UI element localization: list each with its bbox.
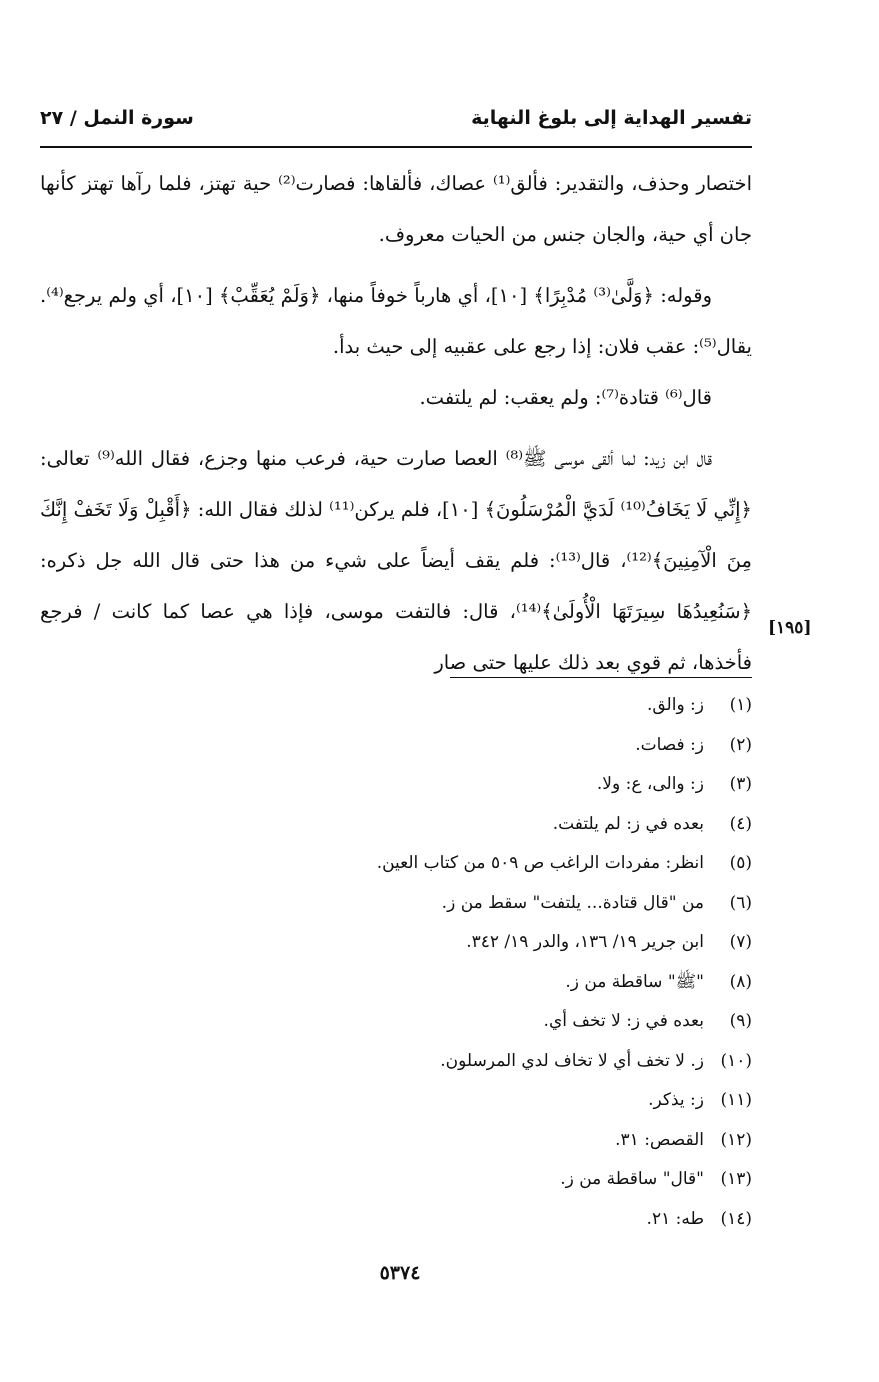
running-header (40, 98, 752, 138)
footnote-number: (٢) (729, 734, 752, 755)
footnote-text: ز: فصات. (635, 734, 704, 755)
footnotes-list (40, 686, 752, 1239)
footnote-number: (١١) (720, 1090, 752, 1110)
footnote (40, 1081, 752, 1121)
manuscript-folio-marker: [١٩٥] (768, 618, 812, 638)
footnote-number: (١٢) (720, 1129, 752, 1150)
footnote-text: من "قال قتادة... يلتفت" سقط من ز. (441, 892, 704, 913)
footnote-number: (٨) (729, 971, 752, 992)
footnote (40, 963, 752, 1003)
footnote (40, 805, 752, 845)
header-rule (40, 146, 752, 148)
footnote-text: طه: ٢١. (646, 1208, 704, 1229)
footnote-number: (٧) (729, 932, 752, 952)
footnote (40, 726, 752, 766)
paragraph: وقوله: ﴿وَلَّىٰ⁽³⁾ مُدْبِرًا﴾ [١٠]، أي هارباً خوفاً منها، ﴿وَلَمْ يُعَقِّبْ﴾ [١٠]، أي ولم يرجع⁽⁴⁾. يقال⁽⁵⁾: عقب فلان: إذا رجع على عقبيه إلى حيث بدأ. (40, 284, 752, 358)
footnote (40, 686, 752, 726)
footnote (40, 765, 752, 805)
footnote (40, 923, 752, 963)
footnote-number: (٩) (729, 1011, 752, 1031)
footnote (40, 844, 752, 884)
footnote-text: ز: والق. (646, 695, 704, 715)
footnote-text: ز. لا تخف أي لا تخاف لدي المرسلون. (440, 1050, 704, 1071)
footnote (40, 1002, 752, 1042)
main-text (40, 158, 752, 688)
surah-label: سورة النمل / ٢٧ (40, 107, 194, 129)
page-number: ٥٣٧٤ (379, 1262, 421, 1284)
footnote-number: (١٤) (720, 1208, 752, 1229)
footnote (40, 1200, 752, 1240)
footnote-text: انظر: مفردات الراغب ص ٥٠٩ من كتاب العين. (376, 853, 704, 873)
footnote-rule (450, 677, 752, 678)
footnote (40, 884, 752, 924)
footnote (40, 1160, 752, 1200)
footnote-text: ز: يذكر. (648, 1090, 704, 1110)
footnote-text: "قال" ساقطة من ز. (560, 1169, 704, 1189)
paragraph: اختصار وحذف، والتقدير: فألق⁽¹⁾ عصاك، فألقاها: فصارت⁽²⁾ حية تهتز، فلما رآها تهتز كأنها جان أي حية، والجان جنس من الحيات معروف. (40, 172, 752, 246)
paragraph: قال⁽⁶⁾ قتادة⁽⁷⁾: ولم يعقب: لم يلتفت. (419, 386, 712, 409)
footnote-number: (١) (729, 695, 752, 715)
footnote-number: (٤) (729, 813, 752, 834)
book-title: تفسير الهداية إلى بلوغ النهاية (471, 107, 752, 129)
footnote-text: بعده في ز: لم يلتفت. (552, 813, 704, 834)
footnote-number: (٣) (729, 774, 752, 794)
footnote-number: (١٠) (720, 1050, 752, 1071)
footnote-text: بعده في ز: لا تخف أي. (543, 1011, 704, 1031)
footnote-number: (٦) (729, 892, 752, 913)
footnote-text: ز: والى، ع: ولا. (596, 774, 704, 794)
footnote (40, 1121, 752, 1161)
footnote-text: ابن جرير ١٩/ ١٣٦، والدر ١٩/ ٣٤٢. (466, 932, 704, 952)
footnote-text: القصص: ٣١. (615, 1129, 704, 1150)
footnote-text: "ﷺ" ساقطة من ز. (565, 971, 704, 992)
footnote-number: (٥) (729, 853, 752, 873)
footnote (40, 1042, 752, 1082)
footnote-number: (١٣) (720, 1169, 752, 1189)
paragraph: قال ابن زيد: لما ألقى موسى ﷺ⁽⁸⁾ العصا صارت حية، فرعب منها وجزع، فقال الله⁽⁹⁾ تعالى: ﴿إِنِّي لَا يَخَافُ⁽¹⁰⁾ لَدَيَّ الْمُرْسَلُونَ﴾ [١٠]، فلم يركن⁽¹¹⁾ لذلك فقال الله: ﴿أَقْبِلْ وَلَا تَخَفْ إِنَّكَ مِنَ الْآمِنِينَ﴾⁽¹²⁾، قال⁽¹³⁾: فلم يقف أيضاً على شيء من هذا حتى قال الله جل ذكره: ﴿سَنُعِيدُهَا سِيرَتَهَا الْأُولَىٰ﴾⁽¹⁴⁾، قال: فالتفت موسى، فإذا هي عصا كما كانت / فرجع فأخذها، ثم قوي بعد ذلك عليها حتى صار (40, 447, 752, 674)
